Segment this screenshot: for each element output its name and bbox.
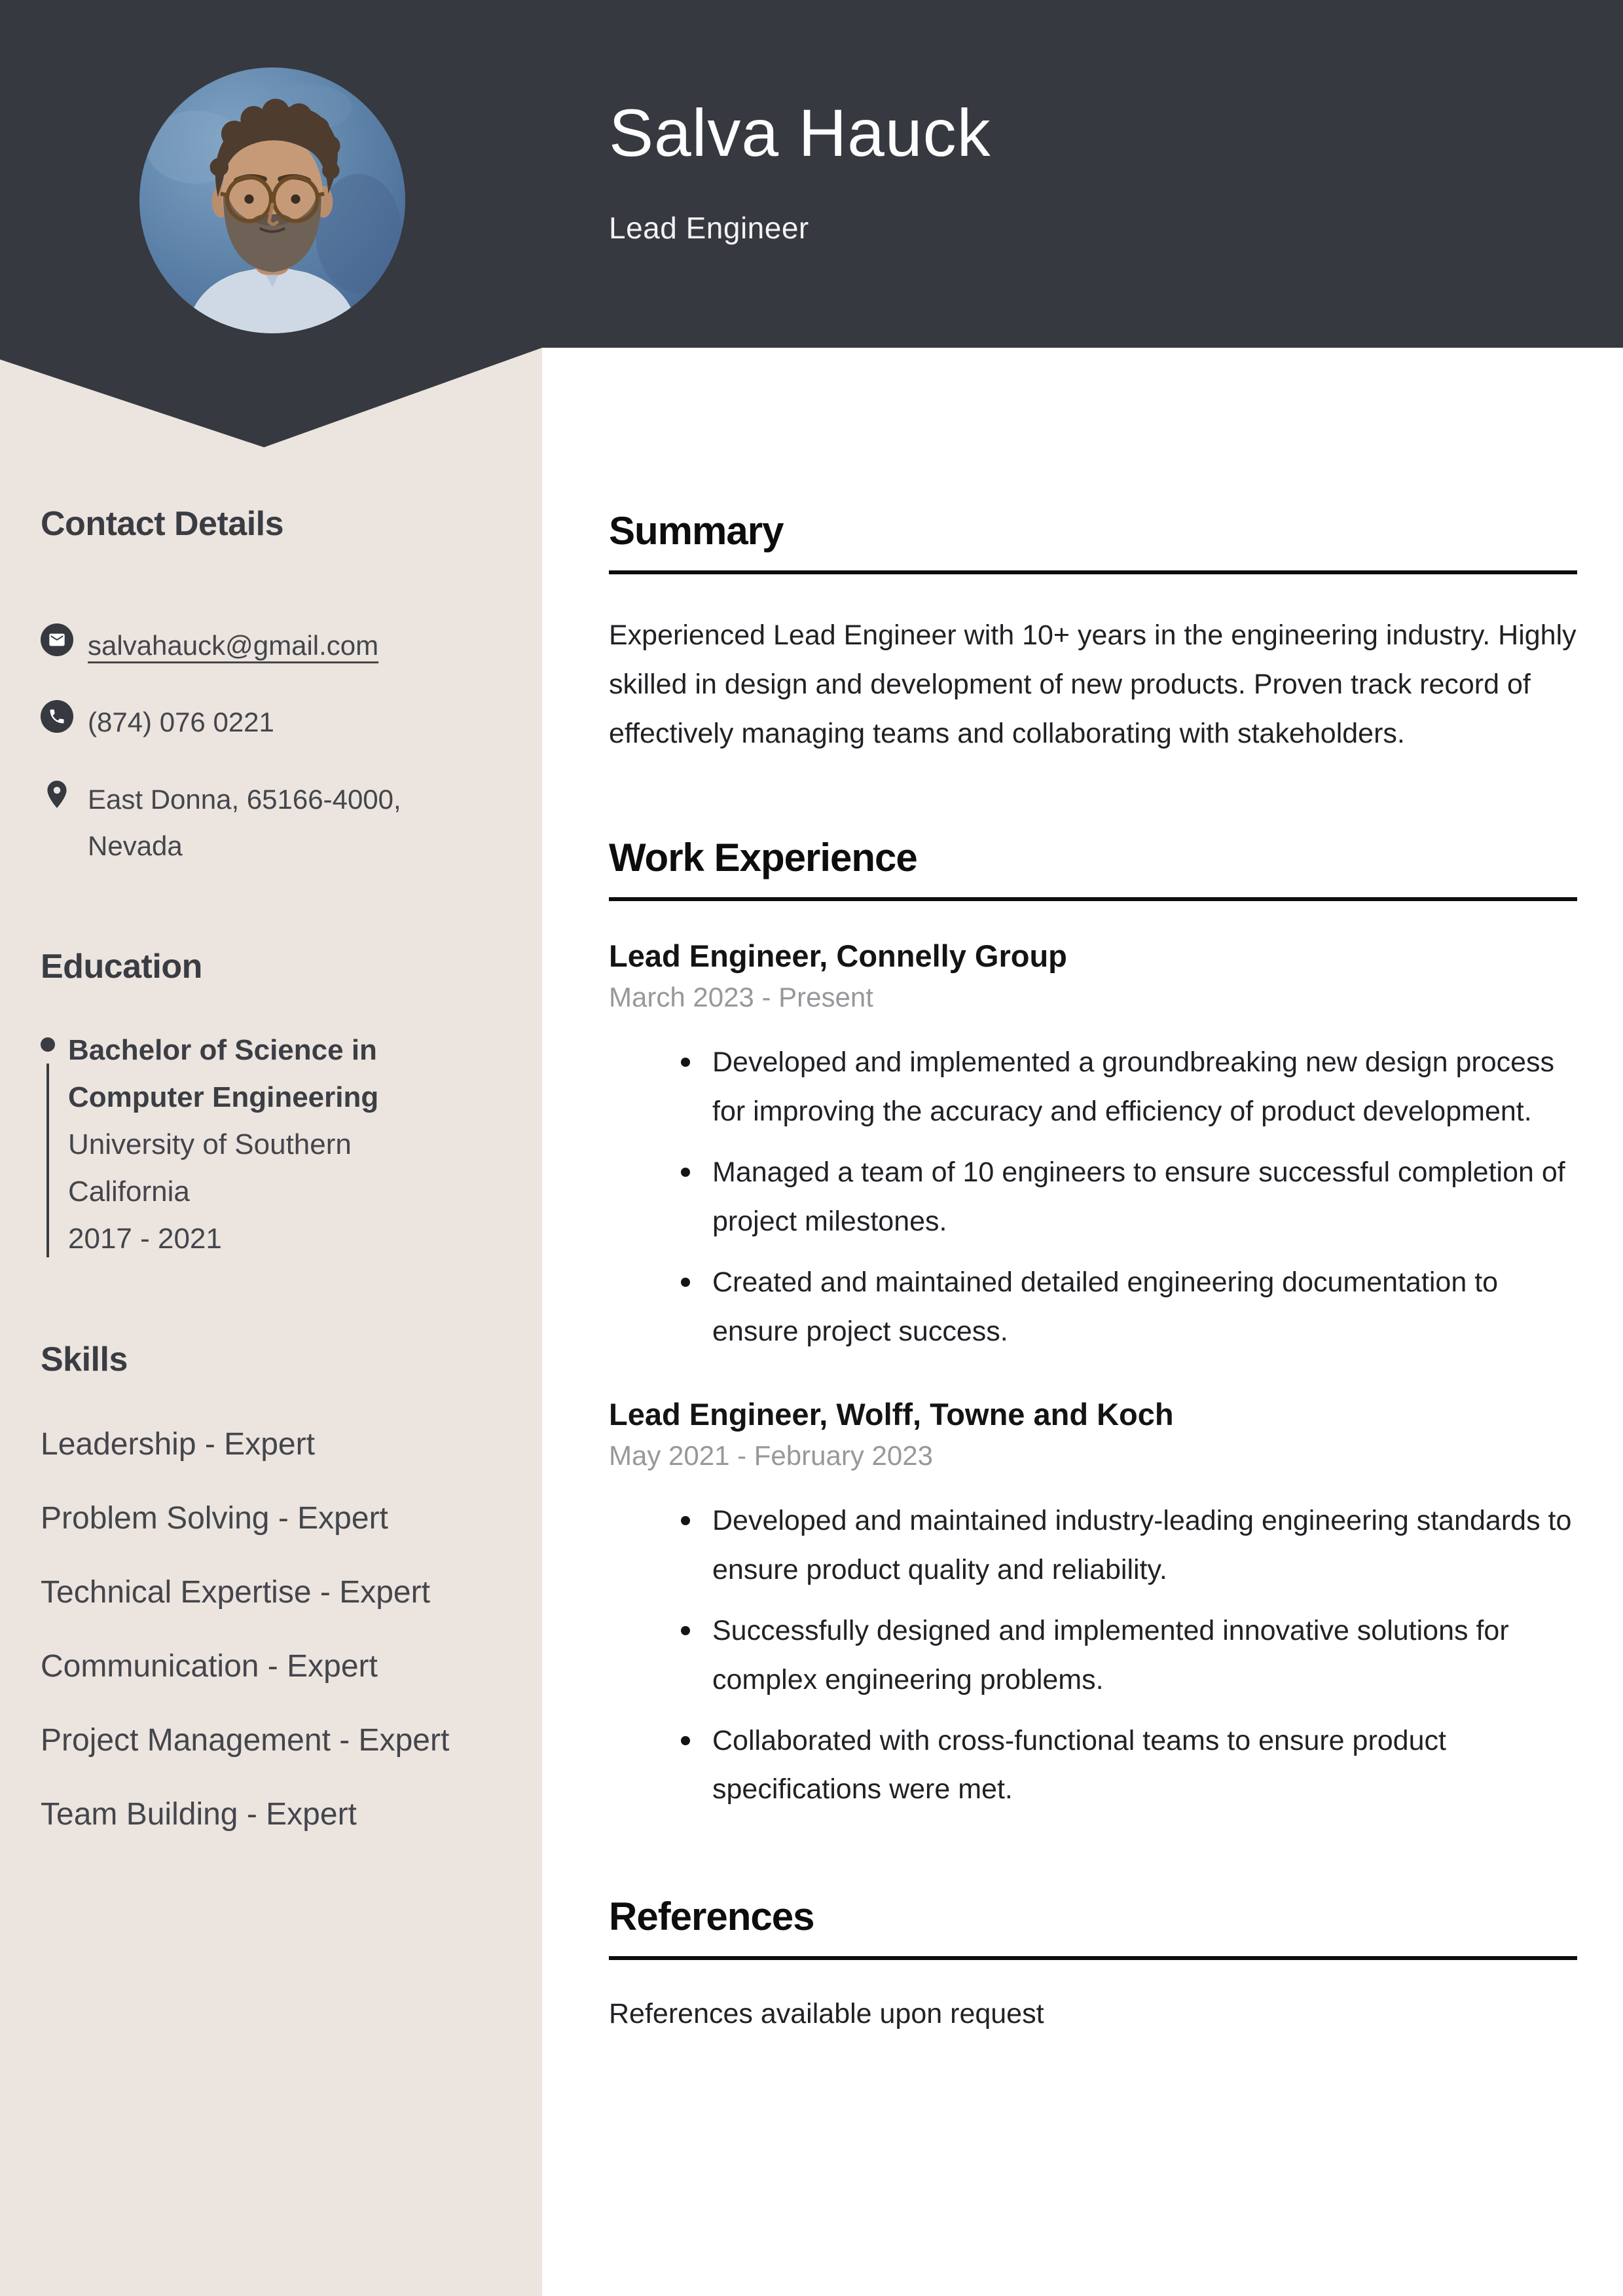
profile-photo	[139, 67, 405, 333]
envelope-icon	[41, 623, 73, 656]
job-dates: March 2023 - Present	[609, 982, 873, 1013]
skills-list	[41, 1426, 504, 1832]
job-bullet-list	[609, 1038, 1577, 1356]
references-heading: References	[609, 1894, 1577, 1960]
work-experience-section	[609, 835, 1577, 1814]
references-text: References available upon request	[609, 1998, 1044, 2030]
contact-details-heading: Contact Details	[41, 505, 284, 543]
location-value	[88, 776, 401, 870]
timeline-dot-icon	[41, 1037, 55, 1052]
bullet-item: Developed and maintained industry-leading engineering standards to ensure product quality and reliability.	[681, 1496, 1577, 1595]
education-dates: 2017 - 2021	[68, 1222, 222, 1255]
bullet-item: Managed a team of 10 engineers to ensure successful completion of project milestones.	[681, 1148, 1577, 1246]
map-pin-icon	[41, 776, 73, 813]
contact-details-section	[41, 504, 504, 870]
phone-icon	[41, 700, 73, 733]
contact-email-row	[41, 622, 504, 669]
job-entry	[609, 938, 1577, 1356]
phone-value: (874) 076 0221	[88, 707, 274, 738]
main-content	[542, 348, 1623, 2296]
summary-section	[609, 508, 1577, 758]
job-dates: May 2021 - February 2023	[609, 1440, 933, 1472]
contact-phone-row	[41, 699, 504, 745]
skill-item: Leadership - Expert	[41, 1426, 315, 1462]
location-line1: East Donna, 65166-4000,	[88, 783, 401, 815]
email-value	[88, 622, 378, 669]
skills-heading: Skills	[41, 1340, 128, 1379]
skills-section	[41, 1340, 504, 1832]
person-role: Lead Engineer	[609, 211, 809, 246]
degree-line1: Bachelor of Science in	[68, 1033, 377, 1066]
portrait-illustration	[139, 67, 405, 333]
location-line2: Nevada	[88, 830, 183, 862]
bullet-item: Developed and implemented a groundbreaking new design process for improving the accuracy and efficiency of product development.	[681, 1038, 1577, 1136]
summary-text: Experienced Lead Engineer with 10+ years in the engineering industry. Highly skilled in design and development of new products. Proven track record of effectively managing teams and collaborating with stakeholders.	[609, 620, 1577, 749]
bullet-item: Successfully designed and implemented innovative solutions for complex engineering problems.	[681, 1606, 1577, 1705]
work-experience-heading: Work Experience	[609, 835, 1577, 901]
timeline-line	[46, 1064, 49, 1257]
education-section	[41, 947, 504, 1263]
skill-item: Team Building - Expert	[41, 1796, 357, 1832]
job-entry	[609, 1396, 1577, 1814]
summary-heading: Summary	[609, 508, 1577, 574]
education-entry	[41, 1027, 504, 1263]
skill-item: Project Management - Expert	[41, 1722, 450, 1758]
education-heading: Education	[41, 947, 202, 986]
person-name: Salva Hauck	[609, 96, 991, 170]
school-line2: California	[68, 1175, 190, 1208]
degree-line2: Computer Engineering	[68, 1081, 379, 1113]
skill-item: Technical Expertise - Expert	[41, 1574, 430, 1610]
skill-item: Communication - Expert	[41, 1648, 378, 1684]
references-section	[609, 1894, 1577, 2030]
skill-item: Problem Solving - Expert	[41, 1500, 388, 1536]
job-bullet-list	[609, 1496, 1577, 1814]
email-link[interactable]: salvahauck@gmail.com	[88, 630, 379, 661]
job-title: Lead Engineer, Connelly Group	[609, 938, 1067, 974]
bullet-item: Collaborated with cross-functional teams to ensure product specifications were met.	[681, 1716, 1577, 1815]
contact-location-row	[41, 776, 504, 870]
school-line1: University of Southern	[68, 1128, 352, 1160]
job-title: Lead Engineer, Wolff, Towne and Koch	[609, 1397, 1174, 1432]
contact-list	[41, 622, 504, 870]
bullet-item: Created and maintained detailed engineering documentation to ensure project success.	[681, 1258, 1577, 1356]
header-identity	[609, 98, 991, 246]
